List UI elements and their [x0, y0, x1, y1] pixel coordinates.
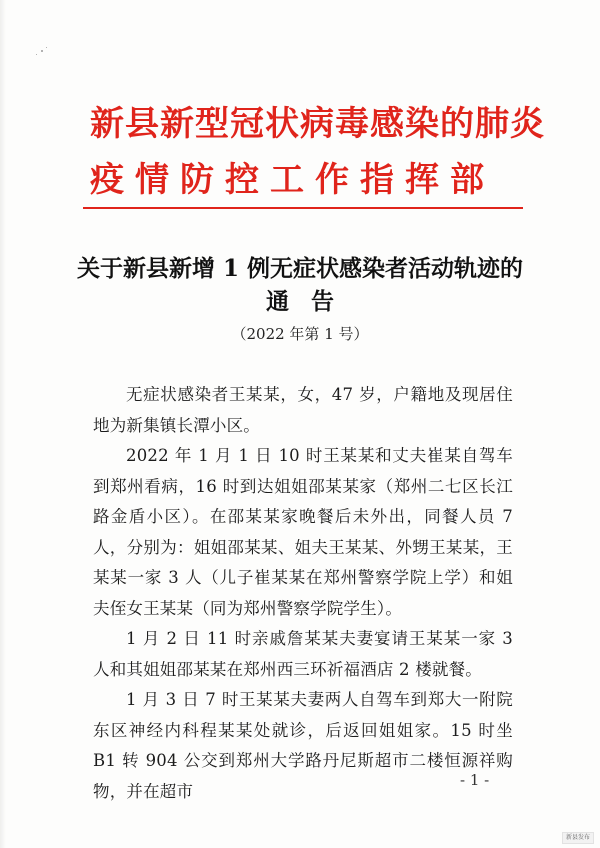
issuer-header-line2: 疫情防控工作指挥部: [90, 160, 495, 200]
body-paragraph-1: 无症状感染者王某某，女，47 岁，户籍地及现居住地为新集镇长潭小区。: [93, 385, 513, 435]
document-number: （2022 年第 1 号）: [231, 325, 369, 343]
scan-speck: [41, 50, 43, 52]
body-paragraph-3: 1 月 2 日 11 时亲戚詹某某夫妻宴请王某某一家 3 人和其姐姐邵某某在郑州西三环祈福酒店 2 楼就餐。: [93, 629, 513, 679]
red-separator-rule: [83, 207, 523, 209]
body-paragraph-4: 1 月 3 日 7 时王某某夫妻两人自驾车到郑大一附院东区神经内科程某某处就诊，后返回姐姐家。15 时坐 B1 转 904 公交到郑州大学路丹尼斯超市二楼恒源祥购物，并在超市: [93, 690, 513, 801]
scan-speck: [36, 54, 37, 55]
notice-body: [93, 380, 513, 807]
scan-speck: [46, 47, 47, 48]
issuer-header-line1: 新县新型冠状病毒感染的肺炎: [90, 104, 545, 144]
corner-watermark-logo: 新县发布: [562, 832, 594, 844]
body-paragraph-2: 2022 年 1 月 1 日 10 时王某某和丈夫崔某自驾车到郑州看病，16 时到达姐姐邵某某家（郑州二七区长江路金盾小区）。在邵某某家晚餐后未外出，同餐人员 7 人，分别为：姐姐邵某某、姐夫王某某、外甥王某某，王某某一家 3 人（儿子崔某某在郑州警察学院上学）和姐夫侄女王某某（同为郑州警察学院学生）。: [93, 446, 513, 618]
notice-title-line2: 通告: [266, 288, 356, 315]
notice-title-line1: 关于新县新增 1 例无症状感染者活动轨迹的: [76, 255, 524, 282]
page-number: - 1 -: [460, 771, 490, 789]
scan-edge-shadow: [0, 0, 6, 848]
